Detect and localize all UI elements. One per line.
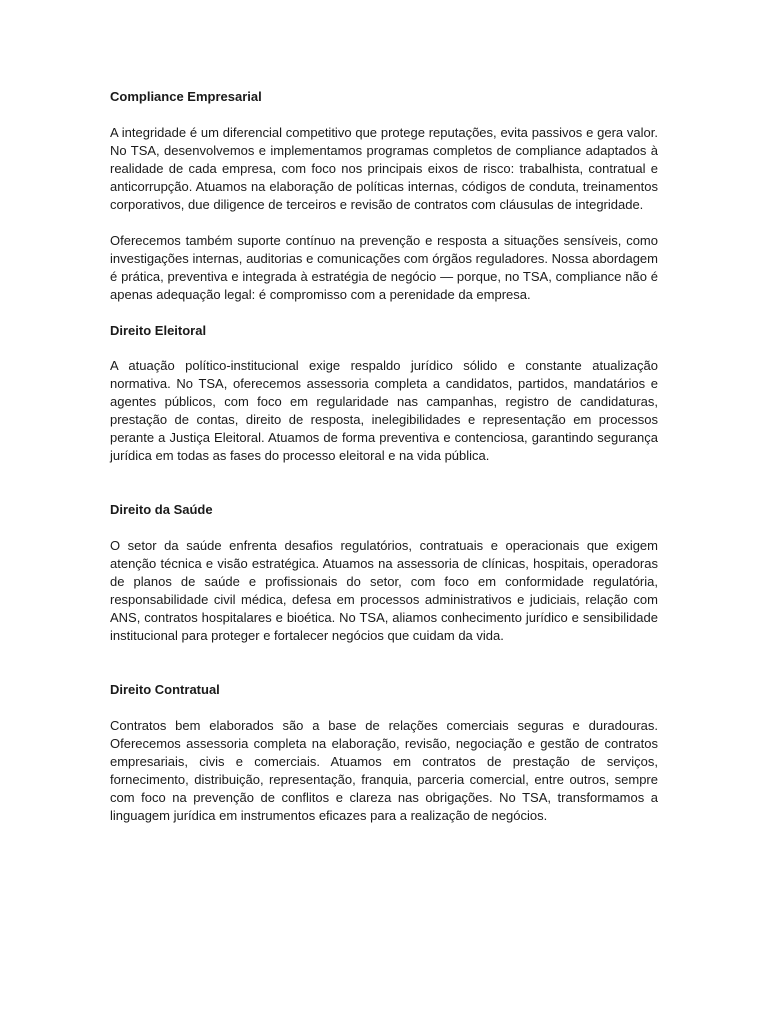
section-heading-eleitoral: Direito Eleitoral: [110, 323, 207, 338]
paragraph-contratual: Contratos bem elaborados são a base de relações comerciais seguras e duradouras. Oferecemos assessoria completa na elaboração, revisão, negociação e gestão de contratos empresariais, civis e comerciais. Atuamos em contratos de prestação de serviços, fornecimento, distribuição, representação, franquia, parceria comercial, entre outros, sempre com foco na prevenção de conflitos e clareza nas obrigações. No TSA, transformamos a linguagem jurídica em instrumentos eficazes para a realização de negócios.: [110, 718, 658, 823]
section-heading-contratual: Direito Contratual: [110, 682, 220, 697]
document-page: [110, 88, 658, 825]
section-heading-compliance: Compliance Empresarial: [110, 89, 262, 104]
paragraph-compliance-1: A integridade é um diferencial competitivo que protege reputações, evita passivos e gera valor. No TSA, desenvolvemos e implementamos programas completos de compliance adaptados à realidade de cada empresa, com foco nos principais eixos de risco: trabalhista, contratual e anticorrupção. Atuamos na elaboração de políticas internas, códigos de conduta, treinamentos corporativos, due diligence de terceiros e revisão de contratos com cláusulas de integridade.: [110, 125, 658, 212]
paragraph-eleitoral: A atuação político-institucional exige respaldo jurídico sólido e constante atualização normativa. No TSA, oferecemos assessoria completa a candidatos, partidos, mandatários e agentes públicos, com foco em regularidade nas campanhas, registro de candidaturas, prestação de contas, direito de resposta, inelegibilidades e representação em processos perante a Justiça Eleitoral. Atuamos de forma preventiva e contenciosa, garantindo segurança jurídica em todas as fases do processo eleitoral e na vida pública.: [110, 358, 658, 463]
paragraph-saude: O setor da saúde enfrenta desafios regulatórios, contratuais e operacionais que exigem atenção técnica e visão estratégica. Atuamos na assessoria de clínicas, hospitais, operadoras de planos de saúde e profissionais do setor, com foco em conformidade regulatória, responsabilidade civil médica, defesa em processos administrativos e judiciais, relação com ANS, contratos hospitalares e bioética. No TSA, aliamos conhecimento jurídico e sensibilidade institucional para proteger e fortalecer negócios que cuidam da vida.: [110, 538, 658, 643]
section-heading-saude: Direito da Saúde: [110, 502, 213, 517]
paragraph-compliance-2: Oferecemos também suporte contínuo na prevenção e resposta a situações sensíveis, como investigações internas, auditorias e comunicações com órgãos reguladores. Nossa abordagem é prática, preventiva e integrada à estratégia de negócio — porque, no TSA, compliance não é apenas adequação legal: é compromisso com a perenidade da empresa.: [110, 233, 658, 302]
